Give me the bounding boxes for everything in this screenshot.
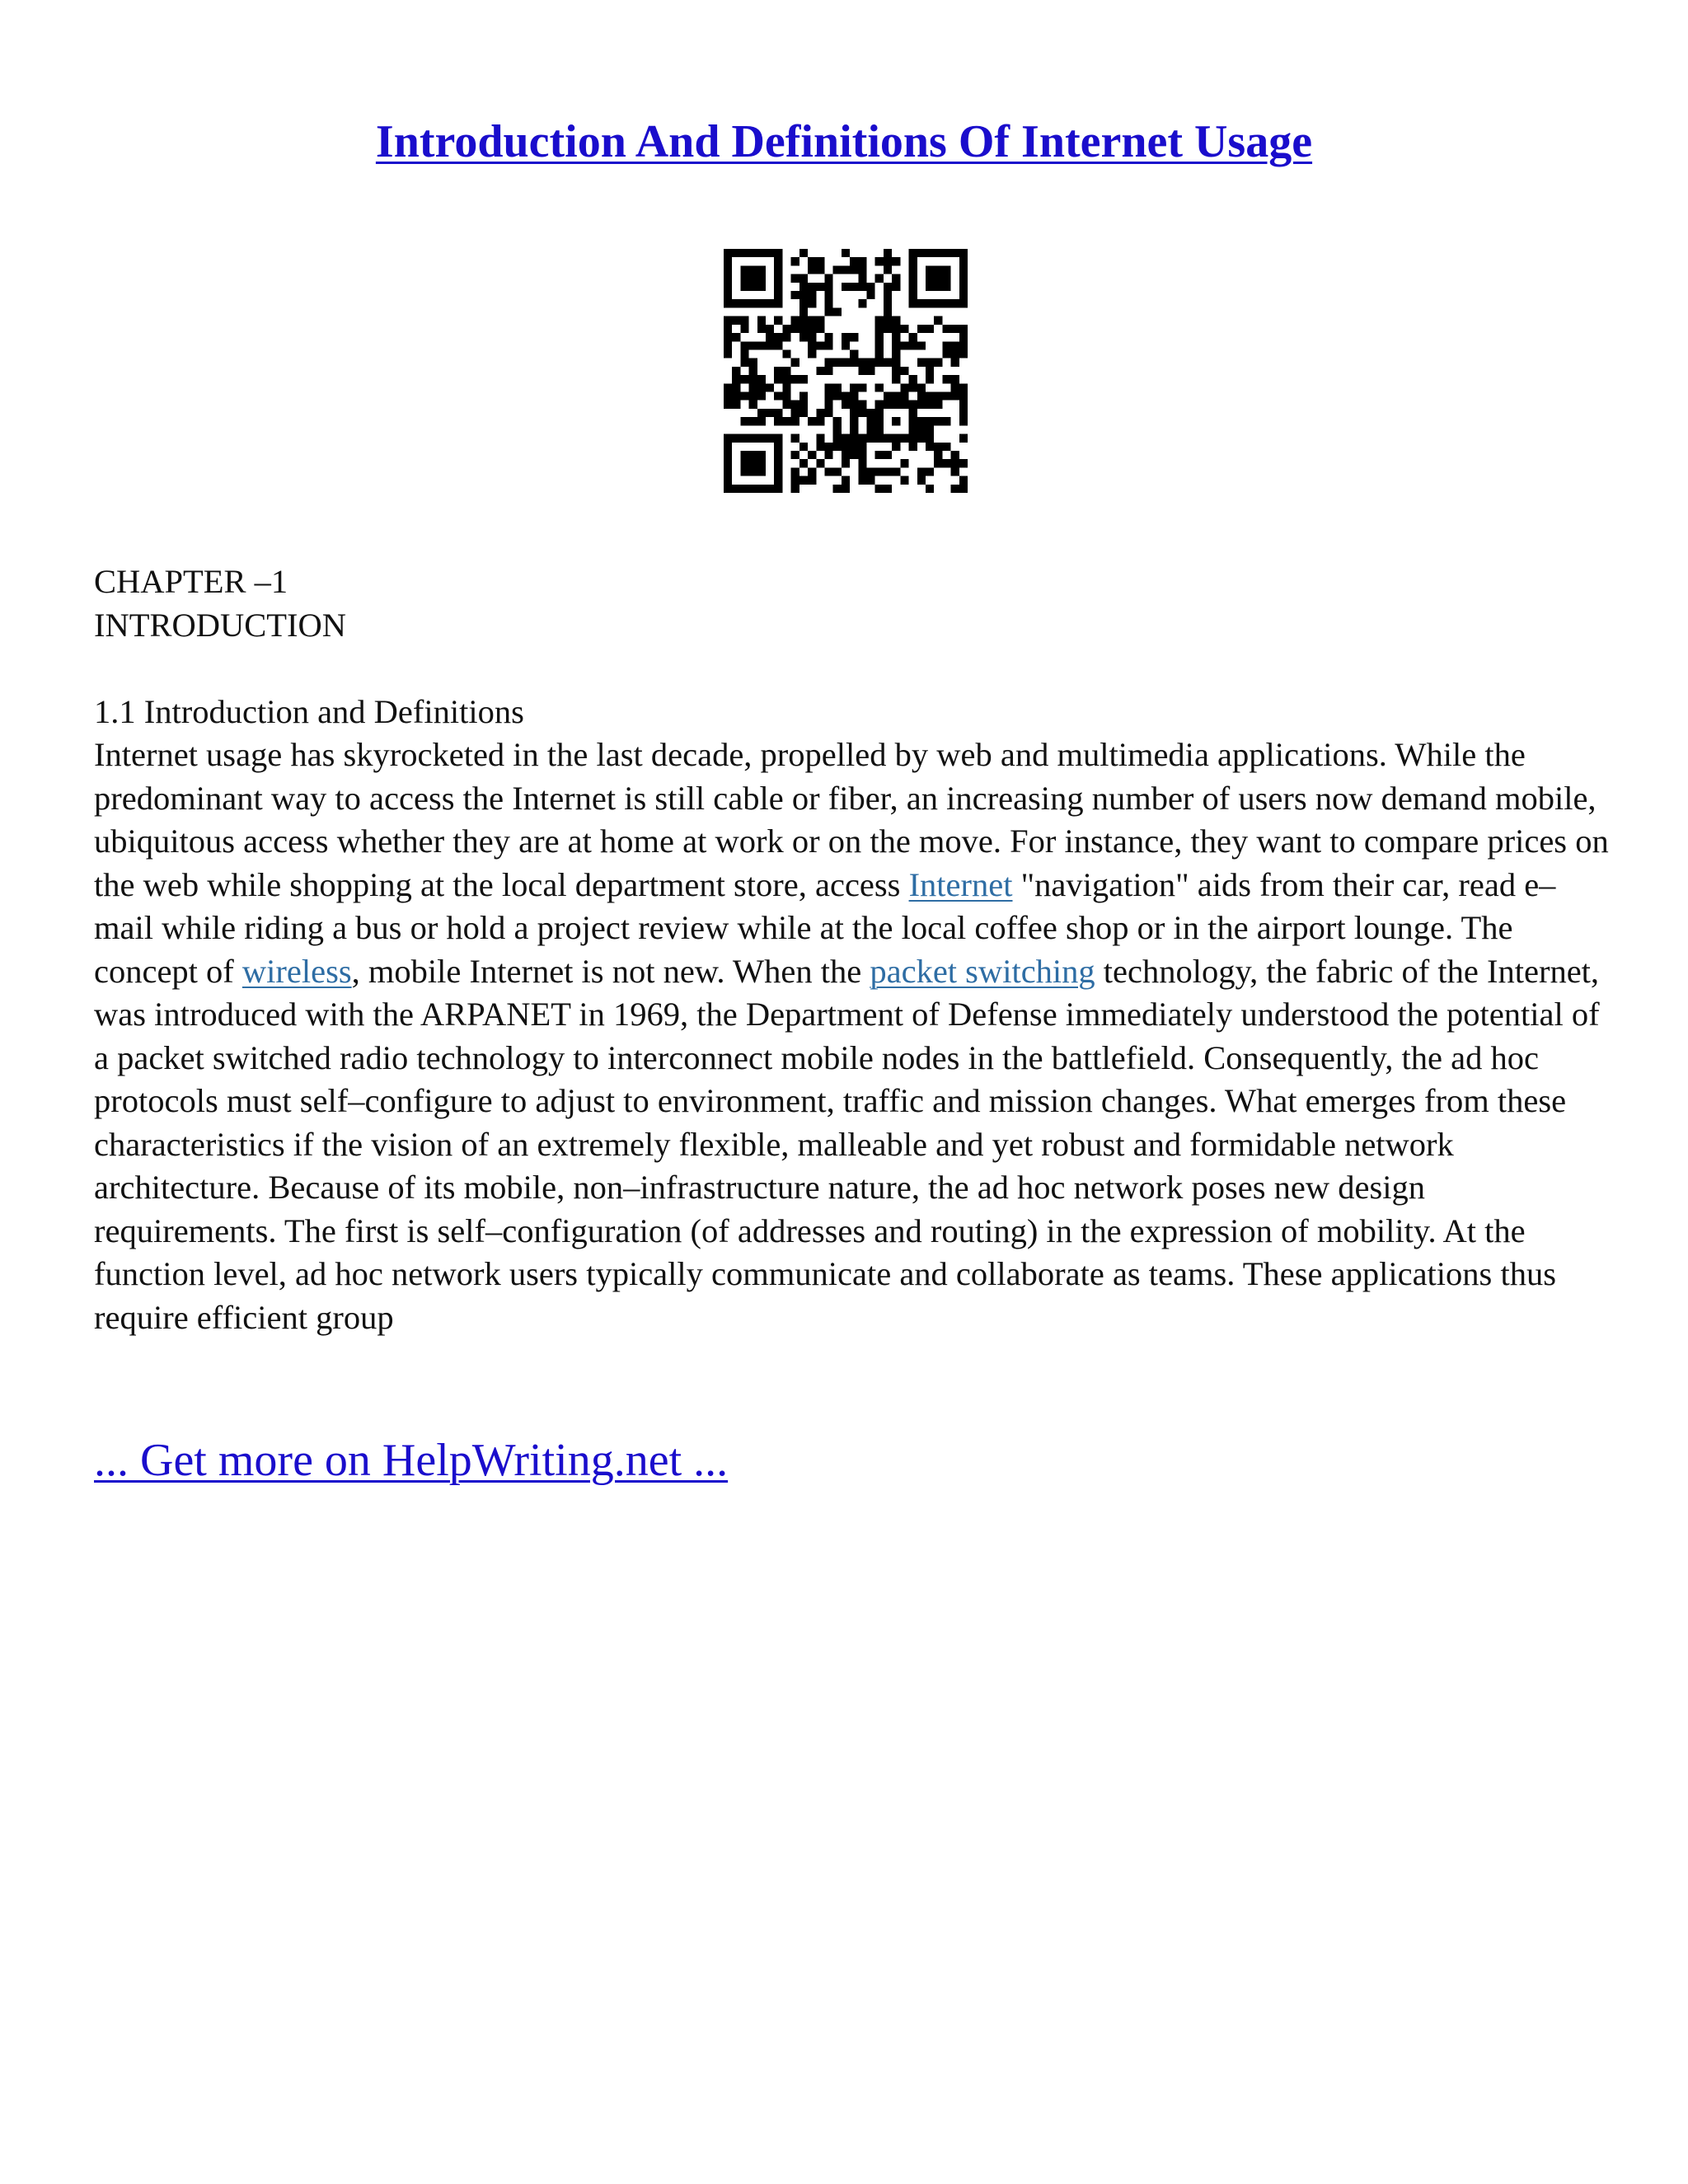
get-more-section: [94, 1434, 728, 1487]
wireless-link[interactable]: wireless: [241, 952, 352, 990]
section-heading: 1.1 Introduction and Definitions: [94, 692, 524, 730]
internet-link[interactable]: Internet: [908, 865, 1013, 903]
document-body: [94, 560, 1611, 1339]
spacer: [94, 647, 1611, 691]
get-more-link[interactable]: ... Get more on HelpWriting.net ...: [94, 1435, 729, 1486]
paragraph-text-4: technology, the fabric of the Internet, was introduced with the ARPANET in 1969, the Department of Defense immediately understood the potential of a packet switched radio technology to interconnect mobile nodes in the battlefield. Consequently, the ad hoc protocols must self–configure to adjust to environment, traffic and mission changes. What emerges from these characteristics if the vision of an extremely flexible, malleable and yet robust and formidable network architecture. Because of its mobile, non–infrastructure nature, the ad hoc network poses new design requirements. The first is self–configuration (of addresses and routing) in the expression of mobility. At the function level, ad hoc network users typically communicate and collaborate as teams. These applications thus require efficient group: [94, 952, 1600, 1336]
chapter-label: CHAPTER –1: [94, 563, 288, 600]
page-title: [0, 115, 1688, 168]
qr-code-icon: [724, 249, 968, 493]
body-paragraph: [94, 733, 1611, 1339]
packet-switching-link[interactable]: packet switching: [870, 952, 1095, 990]
chapter-heading: INTRODUCTION: [94, 606, 346, 644]
paragraph-text-3: , mobile Internet is not new. When the: [351, 952, 870, 990]
paragraph-text-1: Internet usage has skyrocketed in the last decade, propelled by web and multimedia applications. While the predominant way to access the Internet is still cable or fiber, an increasing number of users now demand mobile, ubiquitous access whether they are at home at work or on the move. For instance, they want to compare prices on the web while shopping at the local department store, access: [94, 736, 1609, 903]
title-link[interactable]: Introduction And Definitions Of Internet Usage: [375, 116, 1313, 167]
paragraph-text-2: "navigation" aids from their car, read e–mail while riding a bus or hold a project review while at the local coffee shop or in the airport lounge. The concept of: [94, 865, 1556, 990]
